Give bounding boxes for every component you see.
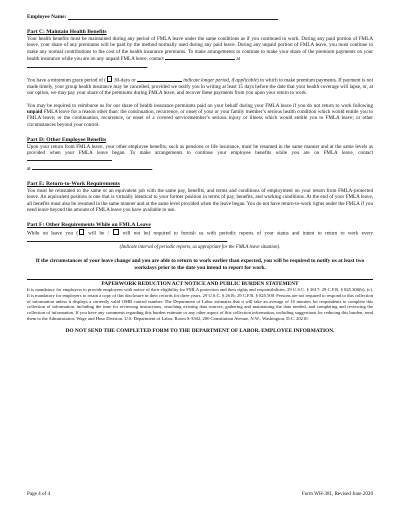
part-e-title: Part E: Return-to-Work Requirements [27, 181, 120, 188]
part-c-title: Part C: Maintain Health Benefits [27, 29, 107, 35]
part-c-para3 [27, 103, 373, 128]
will-not-be-checkbox[interactable] [113, 229, 119, 235]
part-c-section [27, 29, 373, 128]
grace-period-blank[interactable] [137, 77, 182, 82]
health-contact-phone-blank[interactable] [27, 63, 147, 68]
part-c-para3-text-b: FMLA leave for a reason other than: the continuation, recurrence, or onset of your or your family member’s serious health condition which would entitle you to FMLA leave; or the continuation, recurrence, or onset of a covered servicemember’s serious injury or illness which would entitle you to FMLA leave; or other circumstances beyond your control. [27, 108, 373, 128]
will-be-checkbox[interactable] [79, 229, 85, 235]
benefits-contact-phone-blank[interactable] [32, 165, 152, 170]
part-c-at-label: at [236, 55, 241, 62]
part-c-para2 [27, 76, 373, 96]
part-c-para2-text-a: You have a minimum grace period of ( [27, 77, 106, 84]
health-contact-blank[interactable] [165, 55, 235, 60]
part-c-para3-text-a: You may be required to reimburse us for our share of health insurance premiums paid on your behalf during your FMLA leave if you do not return to work following [27, 102, 373, 109]
interval-note: (Indicate interval of periodic reports, as appropriate for the FMLA leave situation). [119, 245, 281, 251]
part-f-section [27, 222, 373, 271]
benefits-contact-blank[interactable] [27, 156, 112, 161]
part-d-para [27, 144, 373, 164]
part-f-text-a: While on leave you ( [27, 230, 79, 237]
part-e-para: You must be reinstated to the same or an equivalent job with the same pay, benefits, and terms and conditions of employment on your return from FMLA-protected leave. An equivalent position is one that is virtually identical to your former position in terms of pay, benefits, and working conditions. At the end of your FMLA leave, all benefits must also be resumed in the same manner and at the same level provided when the leave began. You do not have return-to-work rights under the FMLA if you need leave beyond the amount of FMLA leave you have available to use. [27, 188, 374, 213]
part-c-contact-line: . [27, 63, 373, 70]
part-f-title: Part F: Other Requirements While on FMLA Leave [27, 222, 151, 229]
paperwork-section [27, 281, 373, 334]
paperwork-divider [27, 279, 373, 280]
part-c-para2-text-b: 30-days or [112, 77, 137, 84]
form-id: Form WH-381, Revised June 2020 [301, 491, 373, 497]
part-d-at-label: at [27, 165, 31, 172]
return-notice: If the circumstances of your leave change and you are able to return to work earlier than expected, you will be required to notify us at least two workdays prior to the date you intend to report for work. [35, 258, 365, 272]
part-e-section [27, 181, 373, 213]
part-c-para2-text-c: ) in which to make premium payments. If payment is not made timely, your group health insurance may be cancelled, provided we notify you in writing at least 15 days before the date that your health coverage will lapse, or, at our option, we may pay your share of the premiums during FMLA leave, and recover these payments from you upon your return to work. [27, 77, 373, 97]
grace-30-days-checkbox[interactable] [107, 76, 113, 82]
do-not-send-notice: DO NOT SEND THE COMPLETED FORM TO THE DEPARTMENT OF LABOR. EMPLOYEE INFORMATION. [65, 327, 335, 334]
part-c-para2-italic: indicate longer period, if applicable [183, 77, 258, 84]
page-number: Page 4 of 4 [27, 491, 51, 497]
part-f-will-be: will be / [84, 230, 113, 237]
part-d-at-line [27, 165, 373, 172]
report-interval-blank[interactable] [27, 237, 227, 242]
part-c-para1-text: Your health benefits must be maintained during any period of FMLA leave under the same conditions as if you continued to work. During any paid portion of FMLA leave, your share of any premiums will be paid by the method normally used during any paid leave. During any unpaid portion of FMLA leave, you must continue to make any normal contributions to the cost of the health insurance premiums. To make arrangements to continue to make your share of the premium payments on your health insurance while you are on any unpaid FMLA leave, contact [27, 36, 373, 62]
part-d-section [27, 137, 373, 172]
employee-name-field[interactable] [68, 14, 278, 20]
part-d-end: . [151, 165, 154, 172]
paperwork-title: PAPERWORK REDUCTION ACT NOTICE AND PUBLIC BURDEN STATEMENT [101, 280, 299, 287]
employee-name-row [27, 14, 373, 20]
part-f-will-not-be: will not be) required to furnish us with periodic reports of your status and intent to return to work every [119, 230, 373, 237]
part-c-para3-bold: unpaid [27, 108, 43, 115]
part-d-para-text: Upon your return from FMLA leave, your other employee benefits, such as pensions or life insurance, must be resumed in the same manner and at the same levels as provided when your FMLA leave began. To make arrangements to continue your employee benefits while you are on FMLA leave, contact [27, 143, 373, 157]
employee-name-label: Employee Name: [27, 14, 67, 20]
paperwork-body: It is mandatory for employers to provide employees with notice of their eligibility for FMLA protection and their rights and responsibilities. 29 U.S.C. § 2617; 29 C.F.R. § 825.300(b), (c). It is mandatory for employers to retain a copy of this disclosure in their records for three years. 29 U.S.C. § 2616; 29 C.F.R. § 825.500. Persons are not required to respond to this collection of information unless it displays a currently valid OMB control number. The Department of Labor estimates that it will take an average of 10 minutes for respondents to complete this collection of information, including the time for reviewing instructions, searching existing data sources, gathering and maintaining the data needed, and completing and reviewing the collection of information. If you have any comments regarding this burden estimate or any other aspect of this collection information, including suggestions for reducing this burden, send them to the Administrator, Wage and Hour Division, U.S. Department of Labor, Room S-3502, 200 Constitution Avenue, N.W., Washington, D.C. 20210. [27, 287, 374, 321]
part-f-para [27, 229, 373, 244]
part-f-end: . [227, 237, 229, 244]
part-c-para1 [27, 36, 373, 62]
part-d-title: Part D: Other Employee Benefits [27, 136, 107, 143]
page-footer [27, 491, 373, 497]
